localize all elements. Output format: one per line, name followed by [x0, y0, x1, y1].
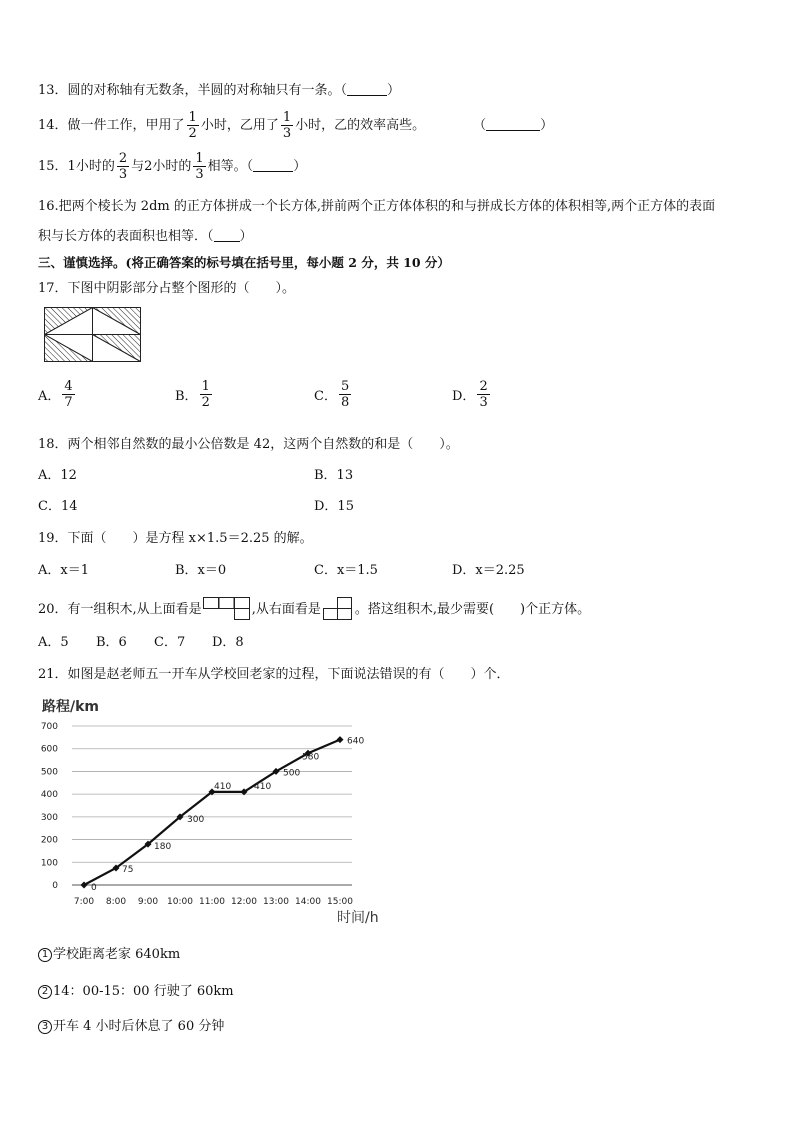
fraction-one-half: $\frac{1}{2}$ [188, 110, 197, 141]
option-c[interactable]: C．14 [38, 499, 78, 514]
data-label: 580 [302, 752, 320, 763]
option-d[interactable]: D．8 [212, 635, 244, 650]
question-16-line-2: 积与长方体的表面积也相等．（ ） [38, 229, 253, 244]
data-label: 640 [347, 736, 365, 747]
option-d[interactable]: D．15 [314, 499, 354, 514]
x-tick-label: 15:00 [327, 897, 353, 907]
x-tick-label: 10:00 [167, 897, 193, 907]
y-tick-label: 400 [40, 790, 58, 801]
question-14-text-a: 14．做一件工作，甲用了 [38, 118, 185, 133]
data-label: 410 [254, 781, 272, 792]
data-label: 500 [283, 768, 301, 779]
option-b[interactable]: B． $\frac{1}{2}$ [175, 379, 210, 410]
x-tick-label: 14:00 [295, 897, 321, 907]
y-tick-label: 300 [40, 812, 58, 823]
x-tick-label: 8:00 [105, 897, 127, 907]
y-tick-label: 700 [40, 722, 58, 732]
question-21-text: 21．如图是赵老师五一开车从学校回老家的过程，下面说法错误的有（ ）个． [38, 667, 510, 682]
option-b[interactable]: B．x＝0 [175, 563, 227, 578]
section-heading: 三、谨慎选择。(将正确答案的标号填在括号里，每小题 2 分，共 10 分） [38, 255, 450, 270]
fraction-two-thirds: $\frac{2}{3}$ [118, 151, 128, 182]
data-label: 75 [122, 864, 134, 875]
option-b[interactable]: B．13 [314, 468, 354, 483]
option-c[interactable]: C． $\frac{5}{8}$ [314, 379, 350, 410]
question-16-line-1: 16.把两个棱长为 2dm 的正方体拼成一个长方体,拼前两个正方体体积的和与拼成长方体的体积相等,两个正方体的表面 [38, 199, 716, 214]
distance-time-chart [30, 692, 400, 932]
x-tick-labels [74, 897, 353, 907]
option-a[interactable]: A．5 [38, 635, 69, 650]
y-axis-label: 路程/km [42, 699, 100, 715]
shaded-figure [44, 307, 141, 362]
y-tick-labels [41, 722, 58, 891]
option-a[interactable]: A．12 [38, 468, 77, 483]
question-18-text: 18．两个相邻自然数的最小公倍数是 42，这两个自然数的和是（ ）。 [38, 437, 459, 452]
right-view-figure [322, 597, 354, 621]
option-c[interactable]: C．7 [154, 635, 186, 650]
question-15-text-b: 与2小时的 [131, 159, 192, 174]
y-tick-label: 0 [52, 881, 58, 891]
x-tick-label: 12:00 [231, 897, 257, 907]
option-a[interactable]: A．x＝1 [38, 563, 89, 578]
x-tick-label: 11:00 [199, 897, 225, 907]
answer-blank[interactable] [486, 117, 540, 131]
y-tick-label: 600 [40, 744, 58, 755]
question-15: 15．1小时的 $\frac{2}{3}$ 与2小时的 $\frac{1}{3}$ 相等。（ ） [38, 151, 307, 182]
question-20-text-b: ,从右面看是 [251, 602, 321, 617]
statement-1: 1 学校距离老家 640km [38, 946, 180, 964]
question-19-text: 19．下面（ ）是方程 x×1.5＝2.25 的解。 [38, 531, 313, 546]
data-label: 300 [187, 814, 205, 825]
data-label: 410 [214, 781, 232, 792]
question-15-text-c: 相等。（ [207, 159, 254, 174]
chart-grid [72, 726, 352, 885]
question-20 [38, 597, 590, 621]
statement-2: 2 14：00-15：00 行驶了 60km [38, 983, 234, 1001]
option-a[interactable]: A． $\frac{4}{7}$ [38, 379, 73, 410]
option-c[interactable]: C．x＝1.5 [314, 563, 378, 578]
question-20-text-c: 。搭这组积木,最少需要( )个正方体。 [354, 602, 591, 617]
answer-blank[interactable] [253, 158, 293, 172]
fraction-one-third: $\frac{1}{3}$ [282, 110, 292, 141]
top-view-figure [203, 597, 251, 621]
y-tick-label: 500 [40, 767, 58, 778]
x-axis-label: 时间/h [337, 910, 379, 926]
y-tick-label: 100 [40, 858, 58, 869]
data-labels [91, 737, 364, 893]
question-13-text: 13．圆的对称轴有无数条，半圆的对称轴只有一条。（ [38, 83, 348, 98]
question-13 [38, 82, 400, 100]
x-tick-label: 13:00 [263, 897, 289, 907]
option-d[interactable]: D． $\frac{2}{3}$ [452, 379, 488, 410]
question-14: 14．做一件工作，甲用了 $\frac{1}{2}$ 小时，乙用了 $\frac{1}{3}$ 小时，乙的效率高些。 （ ） [38, 110, 554, 141]
option-b[interactable]: B．6 [96, 635, 127, 650]
question-14-text-c: 小时，乙的效率高些。 [295, 118, 426, 133]
paren-close: ） [387, 83, 401, 98]
question-15-text-a: 15．1小时的 [38, 159, 115, 174]
option-d[interactable]: D．x＝2.25 [452, 563, 525, 578]
y-tick-label: 200 [40, 835, 58, 846]
x-tick-label: 7:00 [73, 897, 95, 907]
answer-blank[interactable] [347, 82, 387, 96]
statement-3: 3 开车 4 小时后休息了 60 分钟 [38, 1018, 224, 1036]
question-14-text-b: 小时，乙用了 [200, 118, 279, 133]
fraction-one-third: $\frac{1}{3}$ [195, 151, 204, 182]
data-label: 180 [154, 842, 172, 853]
data-point [337, 736, 344, 743]
question-17-text: 17．下图中阴影部分占整个图形的（ ）。 [38, 281, 296, 296]
data-label: 0 [91, 883, 97, 893]
x-tick-label: 9:00 [137, 897, 159, 907]
answer-blank[interactable] [214, 228, 240, 242]
question-20-text-a: 20．有一组积木,从上面看是 [38, 602, 202, 617]
